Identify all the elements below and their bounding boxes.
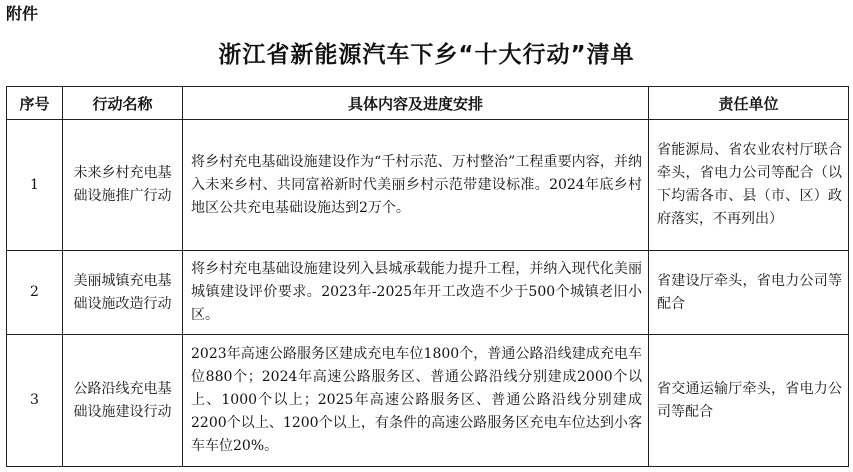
row-responsible-unit: 省建设厅牵头，省电力公司等配合 <box>649 251 849 335</box>
page-title: 浙江省新能源汽车下乡“十大行动”清单 <box>218 42 635 68</box>
header-content: 具体内容及进度安排 <box>183 87 649 120</box>
row-content: 将乡村充电基础设施建设作为“千村示范、万村整治”工程重要内容，并纳入未来乡村、共同富裕新时代美丽乡村示范带建设标准。2024年底乡村地区公共充电基础设施达到2万个。 <box>183 120 649 251</box>
table-header-row <box>7 87 849 120</box>
header-num: 序号 <box>7 87 63 120</box>
row-responsible-unit: 省能源局、省农业农村厅联合牵头，省电力公司等配合（以下均需各市、县（市、区）政府落实，不再列出） <box>649 120 849 251</box>
row-action-name: 美丽城镇充电基础设施改造行动 <box>63 251 183 335</box>
table-row <box>7 120 849 251</box>
table-row <box>7 251 849 335</box>
row-num: 2 <box>7 251 63 335</box>
row-content: 2023年高速公路服务区建成充电车位1800个，普通公路沿线建成充电车位880个；2024年高速公路服务区、普通公路沿线分别建成2000个以上、1000个以上；2025年高速公路服务区、普通公路沿线分别建成2200个以上、1200个以上，有条件的高速公路服务区充电车位达到小客车车位20%。 <box>183 335 649 467</box>
row-num: 1 <box>7 120 63 251</box>
header-name: 行动名称 <box>63 87 183 120</box>
table-row <box>7 335 849 467</box>
row-responsible-unit: 省交通运输厅牵头，省电力公司等配合 <box>649 335 849 467</box>
attachment-label: 附件 <box>6 4 39 23</box>
row-content: 将乡村充电基础设施建设列入县城承载能力提升工程，并纳入现代化美丽城镇建设评价要求。2023年-2025年开工改造不少于500个城镇老旧小区。 <box>183 251 649 335</box>
row-action-name: 公路沿线充电基础设施建设行动 <box>63 335 183 467</box>
row-action-name: 未来乡村充电基础设施推广行动 <box>63 120 183 251</box>
row-num: 3 <box>7 335 63 467</box>
header-resp: 责任单位 <box>649 87 849 120</box>
action-list-table <box>6 86 849 467</box>
